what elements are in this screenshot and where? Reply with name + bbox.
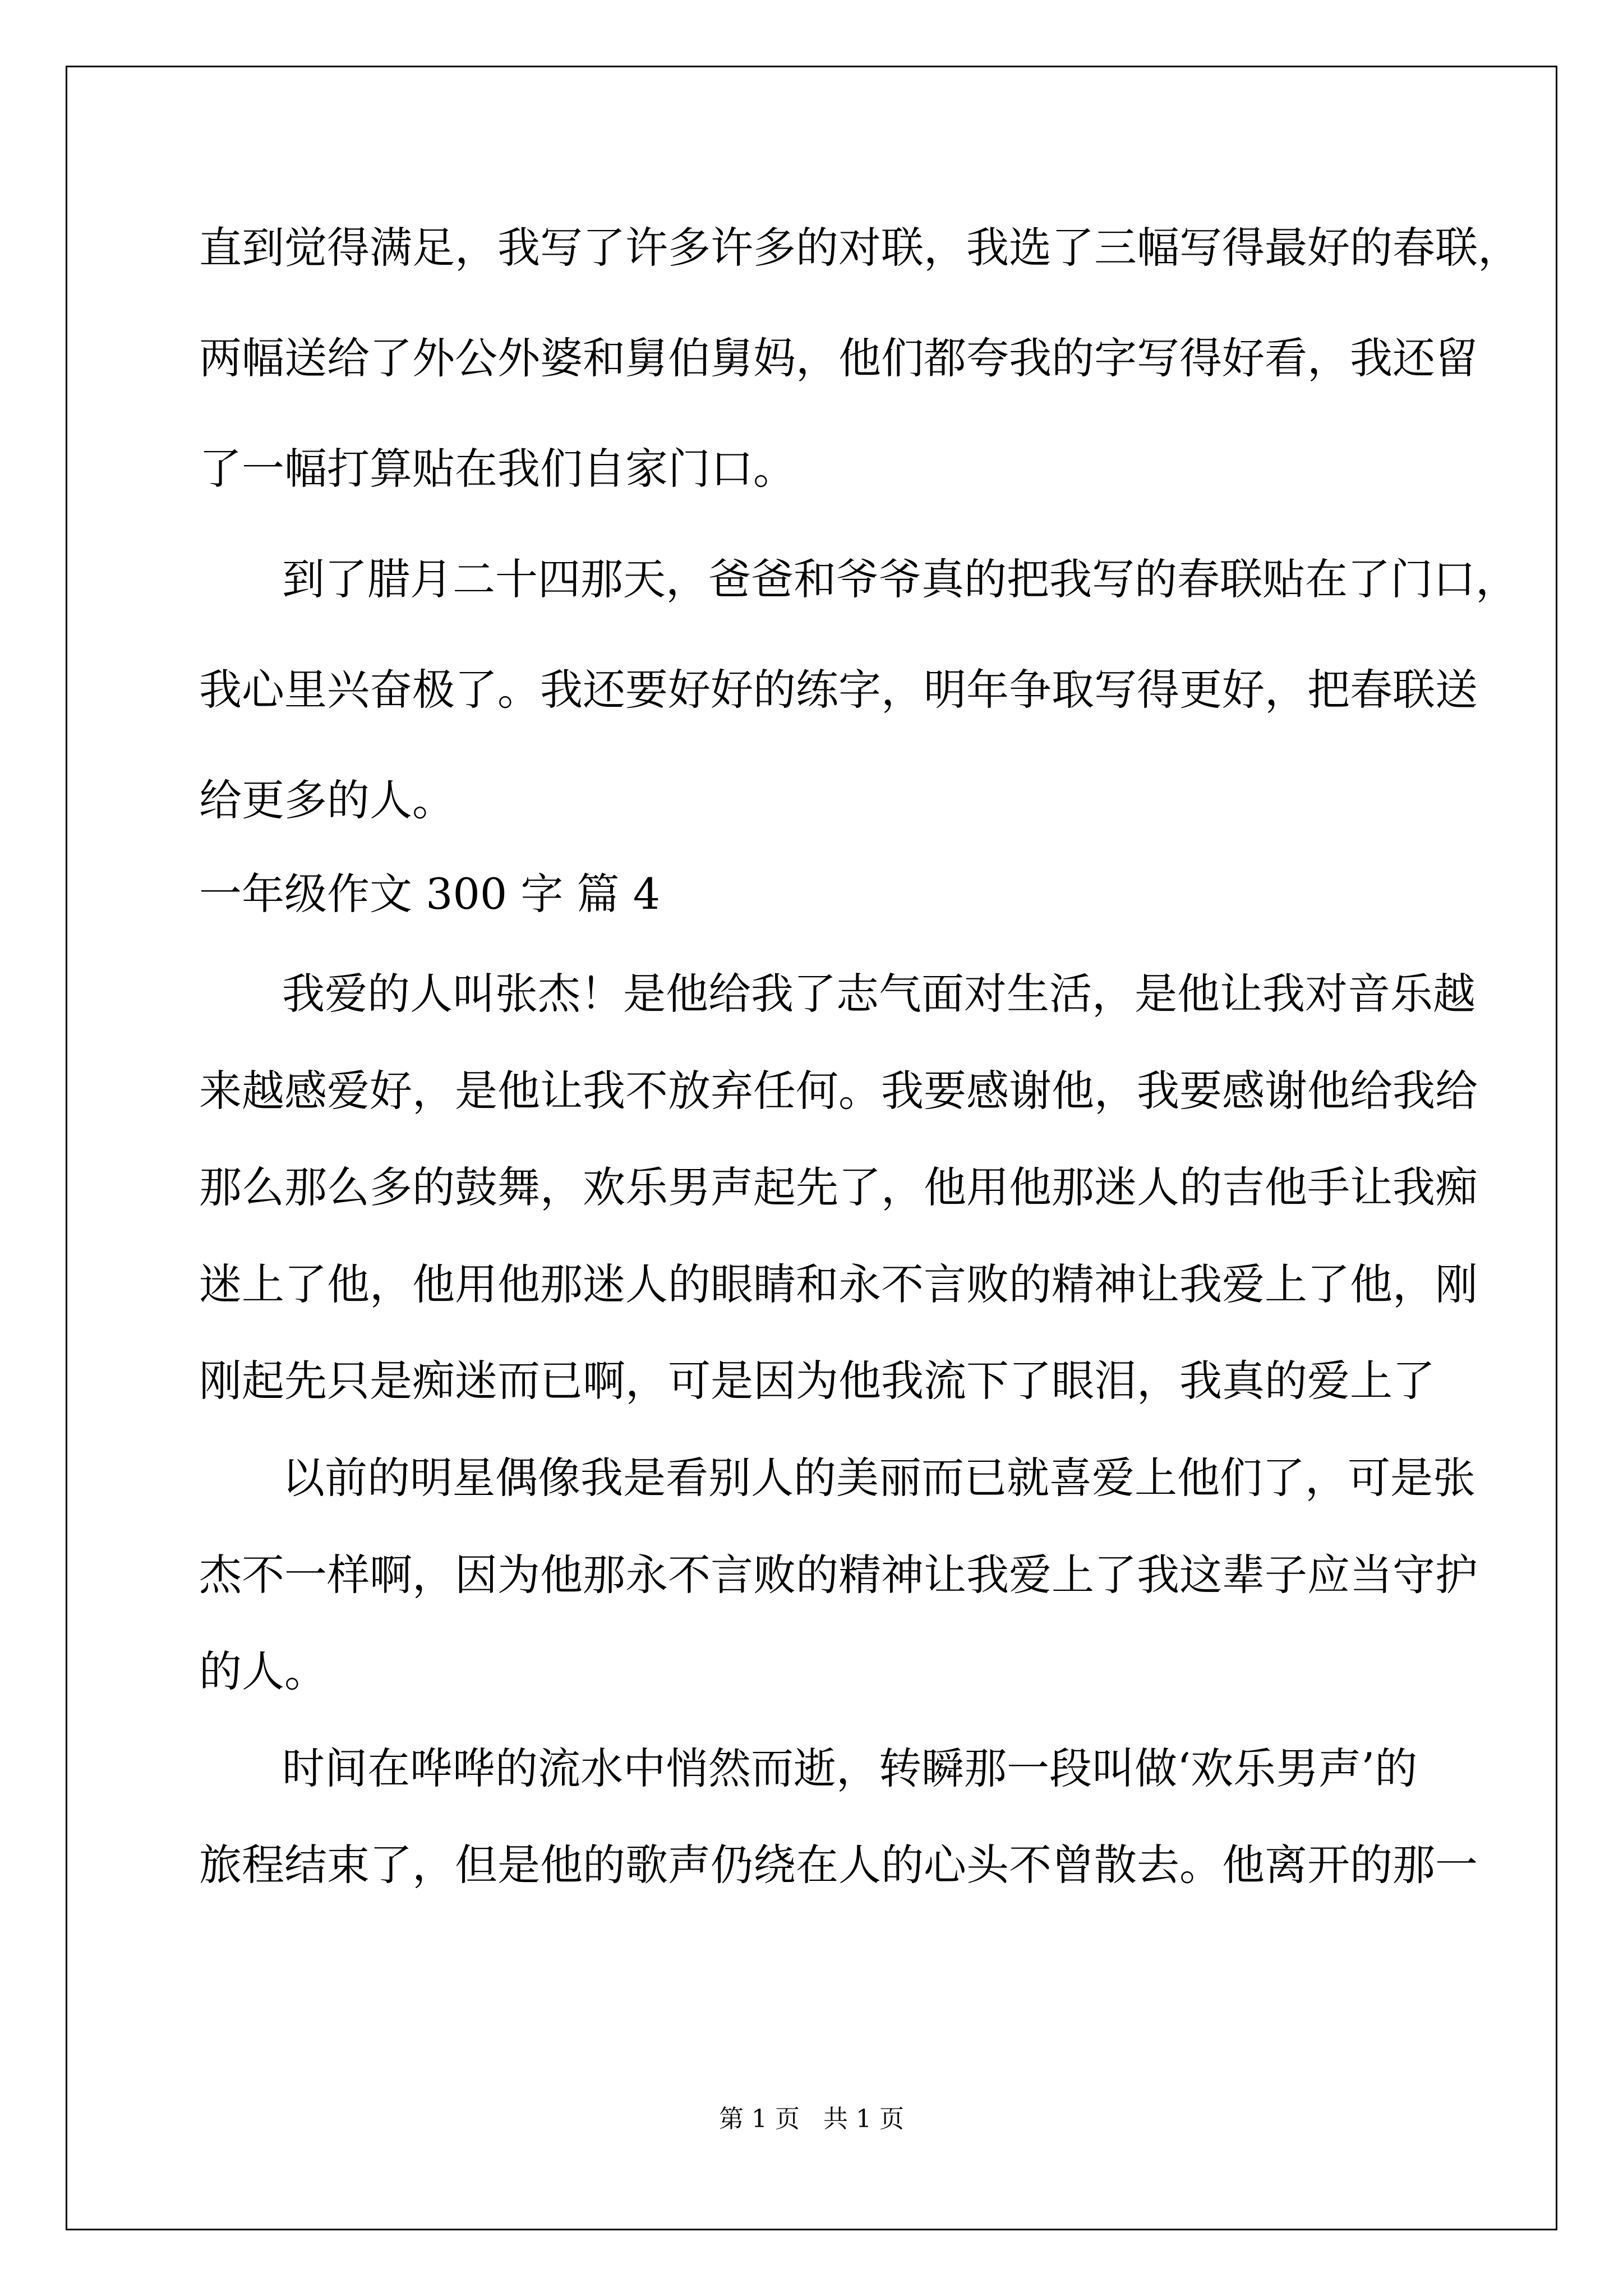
text-line: 了一幅打算贴在我们自家门口。: [199, 444, 796, 494]
section-heading: 一年级作文 300 字 篇 4: [199, 869, 661, 919]
page-border: [66, 66, 1557, 2230]
text-line: 的人。: [199, 1646, 327, 1696]
text-line: 旅程结束了，但是他的歌声仍绕在人的心头不曾散去。他离开的那一: [199, 1840, 1478, 1890]
paragraph-first-line: 我爱的人叫张杰！是他给我了志气面对生活，是他让我对音乐越: [282, 969, 1476, 1019]
text-line: 来越感爱好，是他让我不放弃任何。我要感谢他，我要感谢他给我给: [199, 1066, 1478, 1116]
text-line: 直到觉得满足，我写了许多许多的对联，我选了三幅写得最好的春联，: [199, 223, 1520, 273]
text-line: 给更多的人。: [199, 775, 455, 825]
text-line: 我心里兴奋极了。我还要好好的练字，明年争取写得更好，把春联送: [199, 665, 1478, 715]
text-line: 刚起先只是痴迷而已啊，可是因为他我流下了眼泪，我真的爱上了: [199, 1356, 1435, 1406]
text-line: 两幅送给了外公外婆和舅伯舅妈，他们都夸我的字写得好看，我还留: [199, 333, 1478, 383]
paragraph-first-line: 时间在哗哗的流水中悄然而逝，转瞬那一段叫做‘欢乐男声’的: [282, 1743, 1418, 1793]
paragraph-first-line: 到了腊月二十四那天，爸爸和爷爷真的把我写的春联贴在了门口，: [282, 554, 1518, 604]
page-footer: 第 1 页 共 1 页: [719, 2105, 904, 2133]
text-line: 杰不一样啊，因为他那永不言败的精神让我爱上了我这辈子应当守护: [199, 1550, 1478, 1600]
text-line: 迷上了他，他用他那迷人的眼睛和永不言败的精神让我爱上了他，刚: [199, 1259, 1478, 1309]
paragraph-first-line: 以前的明星偶像我是看别人的美丽而已就喜爱上他们了，可是张: [282, 1453, 1476, 1503]
text-line: 那么那么多的鼓舞，欢乐男声起先了，他用他那迷人的吉他手让我痴: [199, 1162, 1478, 1212]
